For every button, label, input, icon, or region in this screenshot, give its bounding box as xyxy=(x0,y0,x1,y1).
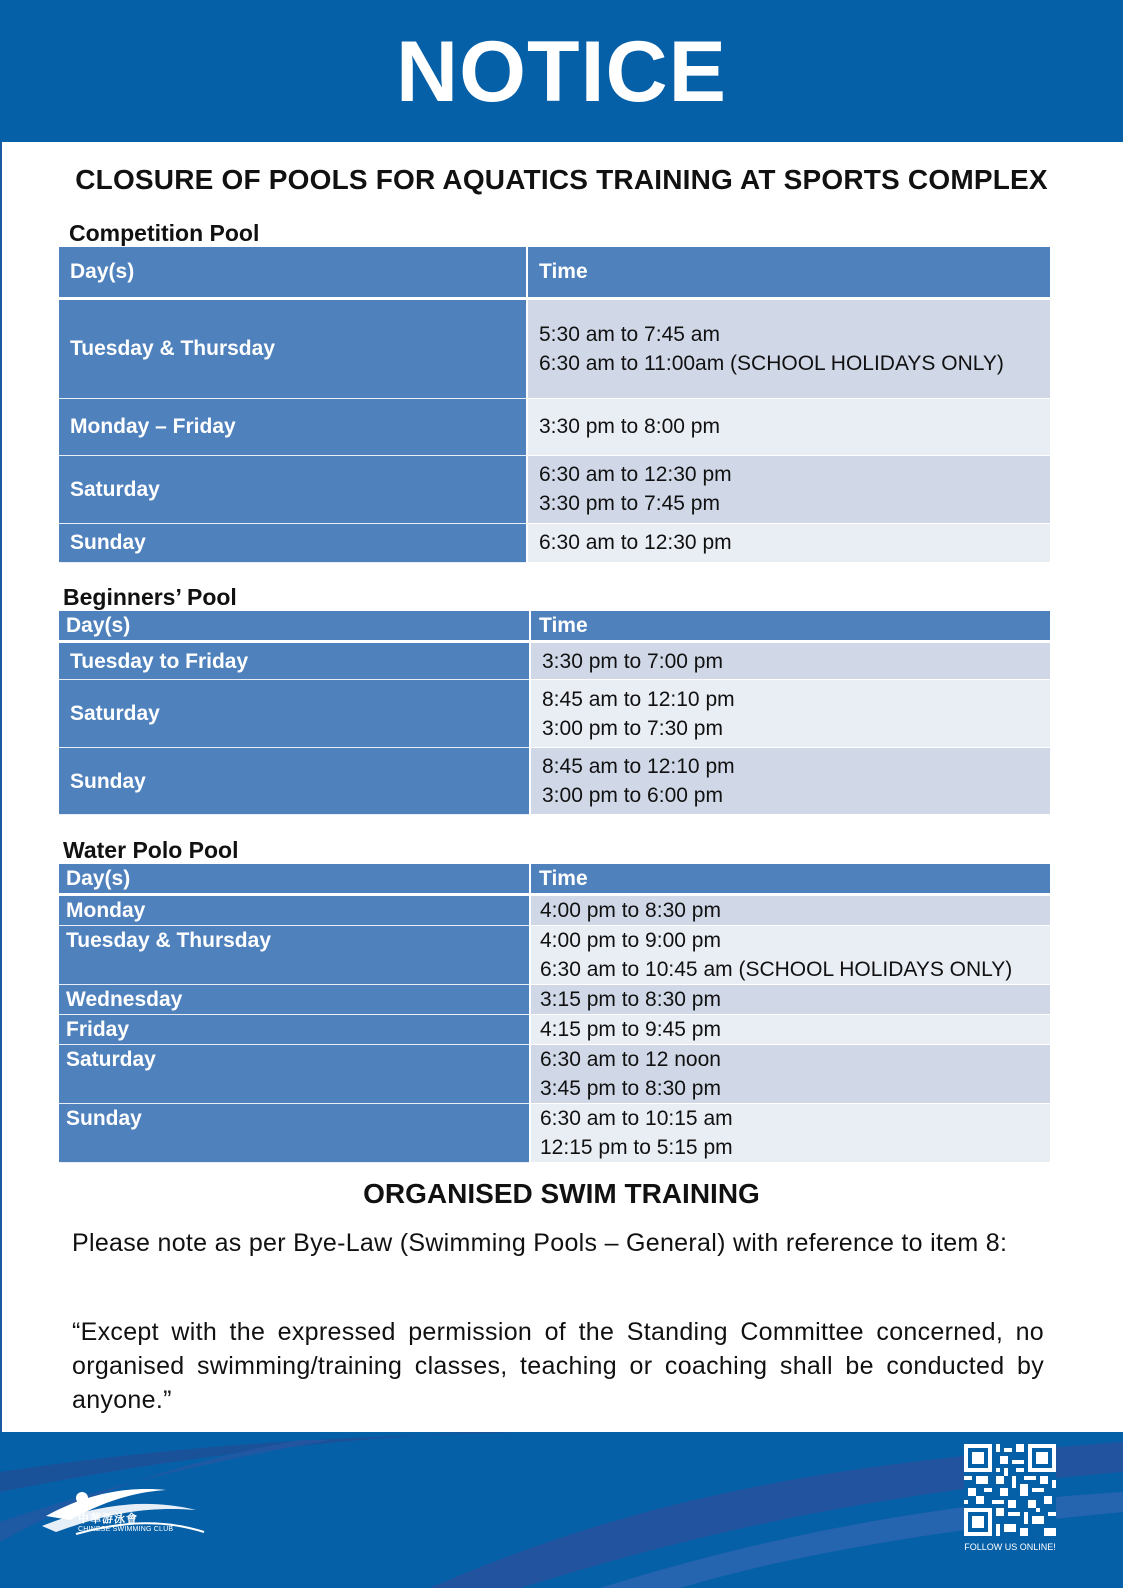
table-header-row xyxy=(59,611,1050,642)
row-day: Saturday xyxy=(59,680,530,748)
table-header-row xyxy=(59,247,1050,298)
row-day: Friday xyxy=(59,1015,530,1045)
logo-text-english: CHINESE SWIMMING CLUB xyxy=(78,1526,174,1533)
row-time: 3:30 pm to 8:00 pm xyxy=(527,398,1050,455)
table-row xyxy=(59,895,1050,926)
competition-pool-table xyxy=(59,247,1050,563)
page-title: NOTICE xyxy=(396,24,727,120)
table-row xyxy=(59,1104,1050,1163)
header-day: Day(s) xyxy=(59,611,530,642)
swimming-club-logo-icon xyxy=(36,1454,216,1564)
header-day: Day(s) xyxy=(59,864,530,895)
row-time: 4:00 pm to 9:00 pm 6:30 am to 10:45 am (SCHOOL HOLIDAYS ONLY) xyxy=(530,926,1050,985)
training-title: ORGANISED SWIM TRAINING xyxy=(363,1178,760,1209)
row-time: 3:30 pm to 7:00 pm xyxy=(530,642,1050,680)
table-row xyxy=(59,298,1050,398)
table-row xyxy=(59,1015,1050,1045)
page-border xyxy=(0,0,2,1588)
footer xyxy=(0,1432,1123,1588)
row-day: Tuesday to Friday xyxy=(59,642,530,680)
row-day: Sunday xyxy=(59,1104,530,1163)
header-time: Time xyxy=(527,247,1050,298)
beginners-pool-table xyxy=(59,611,1050,815)
row-day: Saturday xyxy=(59,1045,530,1104)
notice-subtitle: CLOSURE OF POOLS FOR AQUATICS TRAINING AT SPORTS COMPLEX xyxy=(75,164,1048,195)
table-row xyxy=(59,748,1050,815)
competition-pool-title: Competition Pool xyxy=(69,220,260,246)
beginners-pool-title: Beginners’ Pool xyxy=(63,584,237,610)
notice-header xyxy=(0,0,1123,142)
header-time: Time xyxy=(530,611,1050,642)
table-row xyxy=(59,455,1050,523)
row-day: Tuesday & Thursday xyxy=(59,926,530,985)
qr-code-icon xyxy=(964,1444,1056,1536)
row-day: Sunday xyxy=(59,748,530,815)
row-time: 6:30 am to 12:30 pm 3:30 pm to 7:45 pm xyxy=(527,455,1050,523)
table-row xyxy=(59,680,1050,748)
row-time: 4:15 pm to 9:45 pm xyxy=(530,1015,1050,1045)
qr-caption: FOLLOW US ONLINE! xyxy=(964,1542,1056,1552)
table-row xyxy=(59,398,1050,455)
row-day: Monday – Friday xyxy=(59,398,527,455)
row-day: Wednesday xyxy=(59,985,530,1015)
table-row xyxy=(59,523,1050,562)
row-time: 6:30 am to 12:30 pm xyxy=(527,523,1050,562)
table-row xyxy=(59,642,1050,680)
logo-text-chinese: 中華游泳會 xyxy=(78,1513,138,1525)
water-polo-pool-table xyxy=(59,864,1050,1163)
row-time: 8:45 am to 12:10 pm 3:00 pm to 7:30 pm xyxy=(530,680,1050,748)
row-time: 3:15 pm to 8:30 pm xyxy=(530,985,1050,1015)
row-time: 4:00 pm to 8:30 pm xyxy=(530,895,1050,926)
row-day: Tuesday & Thursday xyxy=(59,298,527,398)
row-day: Sunday xyxy=(59,523,527,562)
row-time: 6:30 am to 12 noon 3:45 pm to 8:30 pm xyxy=(530,1045,1050,1104)
header-time: Time xyxy=(530,864,1050,895)
row-day: Monday xyxy=(59,895,530,926)
row-time: 8:45 am to 12:10 pm 3:00 pm to 6:00 pm xyxy=(530,748,1050,815)
table-row xyxy=(59,985,1050,1015)
row-time: 5:30 am to 7:45 am 6:30 am to 11:00am (SCHOOL HOLIDAYS ONLY) xyxy=(527,298,1050,398)
water-polo-pool-title: Water Polo Pool xyxy=(63,837,239,863)
bye-law-paragraph: Please note as per Bye-Law (Swimming Pools – General) with reference to item 8: xyxy=(72,1229,1008,1257)
header-day: Day(s) xyxy=(59,247,527,298)
table-row xyxy=(59,1045,1050,1104)
bye-law-quote: “Except with the expressed permission of the Standing Committee concerned, no organised swimming/training classes, teaching or coaching shall be conducted by anyone.” xyxy=(72,1318,1044,1414)
table-row xyxy=(59,926,1050,985)
table-header-row xyxy=(59,864,1050,895)
row-time: 6:30 am to 10:15 am 12:15 pm to 5:15 pm xyxy=(530,1104,1050,1163)
row-day: Saturday xyxy=(59,455,527,523)
